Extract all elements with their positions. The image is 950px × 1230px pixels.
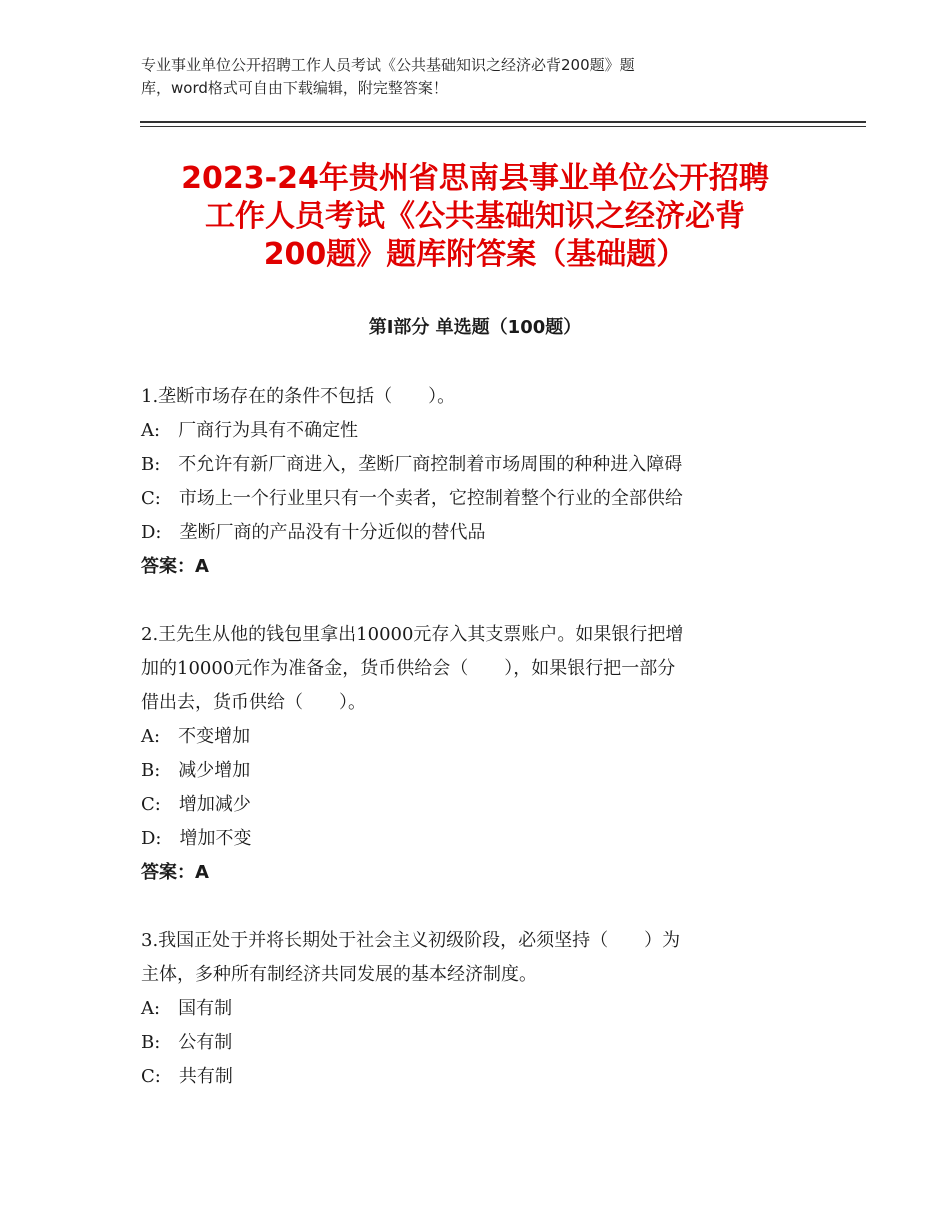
header-note-line: 专业事业单位公开招聘工作人员考试《公共基础知识之经济必背200题》题 bbox=[141, 56, 635, 74]
question-text: 3.我国正处于并将长期处于社会主义初级阶段，必须坚持（ ）为 bbox=[141, 930, 681, 951]
title-line: 工作人员考试《公共基础知识之经济必背 bbox=[205, 199, 745, 234]
option-b: B: 不允许有新厂商进入，垄断厂商控制着市场周围的种种进入障碍 bbox=[141, 454, 683, 475]
option-c: C: 增加减少 bbox=[141, 794, 251, 815]
question-text: 加的10000元作为准备金，货币供给会（ ），如果银行把一部分 bbox=[141, 658, 676, 679]
answer-label: 答案：A bbox=[141, 556, 209, 577]
option-c: C: 共有制 bbox=[141, 1066, 233, 1087]
title-line: 200题》题库附答案（基础题） bbox=[263, 237, 687, 272]
question-text: 主体，多种所有制经济共同发展的基本经济制度。 bbox=[141, 964, 537, 985]
answer-label: 答案：A bbox=[141, 862, 209, 883]
question-3 bbox=[141, 924, 801, 1094]
question-1 bbox=[141, 380, 801, 584]
option-c: C: 市场上一个行业里只有一个卖者，它控制着整个行业的全部供给 bbox=[141, 488, 683, 509]
title-line: 2023-24年贵州省思南县事业单位公开招聘 bbox=[181, 161, 769, 196]
option-d: D: 增加不变 bbox=[141, 828, 252, 849]
question-2 bbox=[141, 618, 801, 890]
option-b: B: 公有制 bbox=[141, 1032, 233, 1053]
question-text: 2.王先生从他的钱包里拿出10000元存入其支票账户。如果银行把增 bbox=[141, 624, 684, 645]
header-note bbox=[141, 54, 781, 100]
option-b: B: 减少增加 bbox=[141, 760, 251, 781]
question-list bbox=[141, 380, 801, 1128]
document-title bbox=[140, 160, 810, 274]
question-text: 1.垄断市场存在的条件不包括（ ）。 bbox=[141, 386, 456, 407]
option-a: A: 厂商行为具有不确定性 bbox=[141, 420, 359, 441]
option-a: A: 不变增加 bbox=[141, 726, 251, 747]
header-divider-thin bbox=[140, 126, 866, 127]
option-d: D: 垄断厂商的产品没有十分近似的替代品 bbox=[141, 522, 486, 543]
header-note-line: 库，word格式可自由下载编辑，附完整答案！ bbox=[141, 79, 448, 97]
section-heading: 第Ⅰ部分 单选题（100题） bbox=[368, 317, 582, 338]
option-a: A: 国有制 bbox=[141, 998, 233, 1019]
question-text: 借出去，货币供给（ ）。 bbox=[141, 692, 366, 713]
header-divider-thick bbox=[140, 121, 866, 123]
